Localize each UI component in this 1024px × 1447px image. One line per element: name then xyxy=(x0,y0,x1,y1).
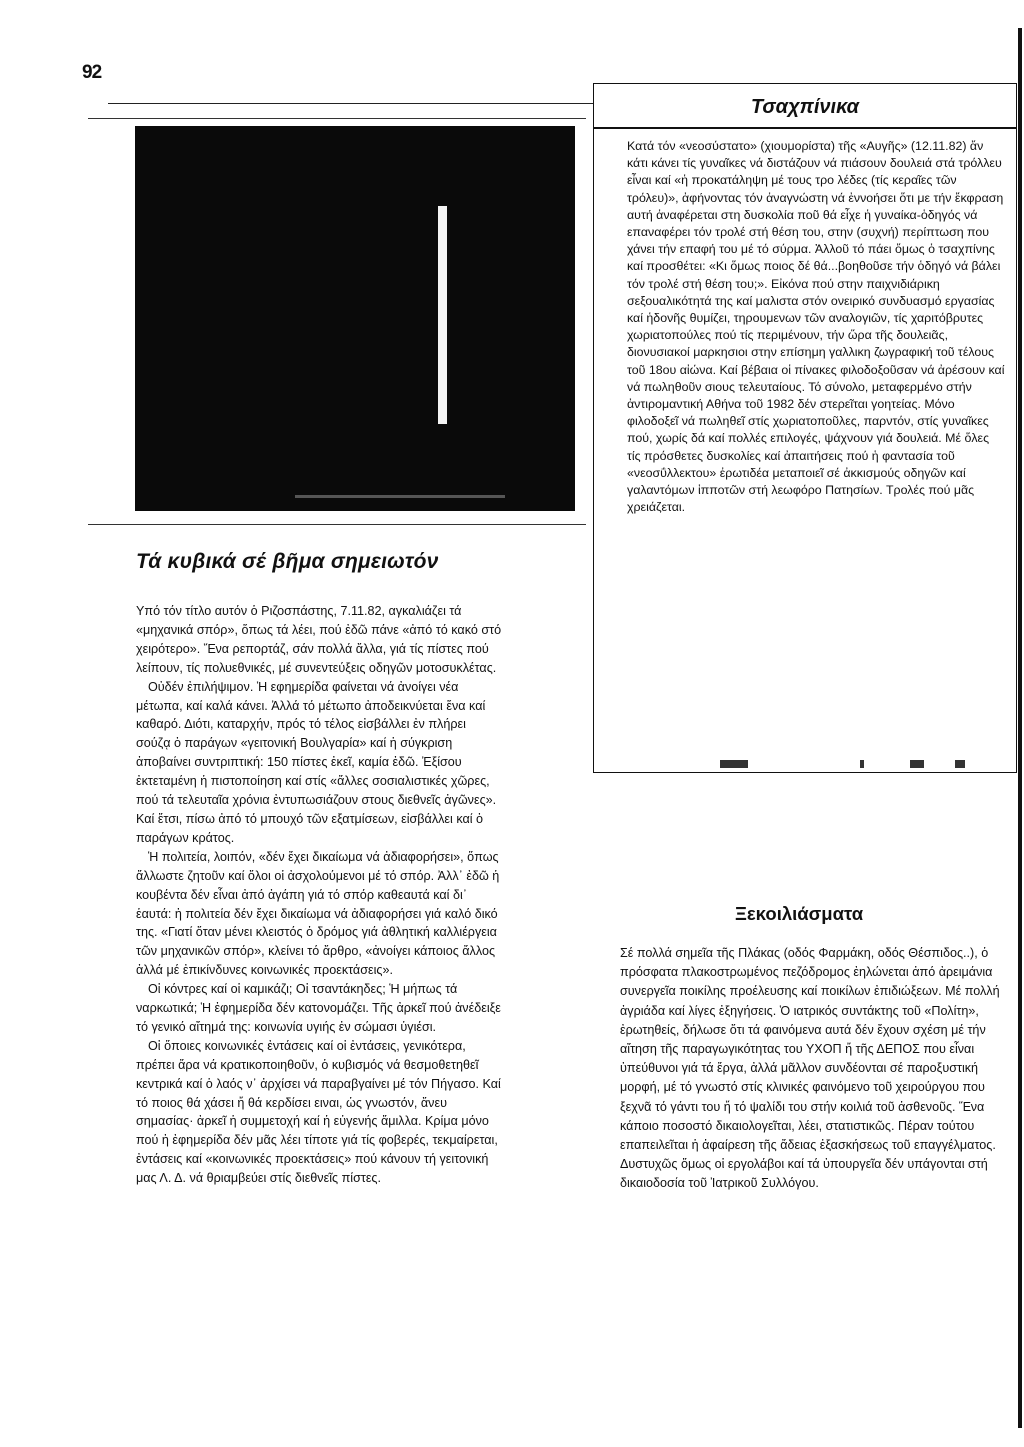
article-paragraph: Οἱ κόντρες καί οἱ καμικάζι; Οἱ τσαντάκηδες; Ἡ μήπως τά ναρκωτικά; Ἡ ἐφημερίδα δέν κατονομάζει. Τῆς ἀρκεῖ πού ἀνέδειξε τό γενικό αἴτημά της: κοινωνία υγιής ἐν σώμασι ὑγιέσι. xyxy=(136,982,501,1034)
article-body xyxy=(136,602,502,1188)
article-paragraph: Ἡ πολιτεία, λοιπόν, «δέν ἔχει δικαίωμα νά ἀδιαφορήσει», ὅπως ἄλλωστε ζητοῦν καί ὅλοι οἱ ἀσχολούμενοι μέ τό σπόρ. Ἀλλ᾽ ἐδῶ ἡ κουβέντα δέν εἶναι ἀπό ἀγάπη γιά τό σπόρ καθεαυτά καί δι᾽ ἑαυτά: ἡ πολιτεία δέν ἔχει δικαίωμα νά ἀδιαφορήσει γιά καλό δικό της. «Γιατί ὅταν μένει κλειστός ὁ δρόμος γιά ἀθλητική καλλιέργεια τῶν μηχανικῶν σπόρ», κλείνει τό ἄρθρο, «ἀνοίγει κάποιος ἄλλος ἀλλά μέ ἐπικίνδυνες κοινωνικές προεκτάσεις». xyxy=(136,849,500,978)
article-title: Τά κυβικά σέ βῆμα σημειωτόν xyxy=(136,550,439,573)
photo-light-streak xyxy=(438,206,447,424)
article-paragraph: Σέ πολλά σημεῖα τῆς Πλάκας (οδός Φαρμάκη, οδός Θέσπιδος..), ὁ πρόσφατα πλακοστρωμένος πεζόδρομος ἐηλώνεται ἀπό ἀρειμάνια συνεργεῖα ποικίλης προέλευσης καί ποικίλων ἐπιδιώξεων. Μέ πολλή ἀγριάδα καί λίγες ἐξηγήσεις. Ὁ ιατρικός συντάκτης τοῦ «Πολίτη», ἐρωτηθείς, δήλωσε ὅτι τά φαινόμενα αυτά δέν ἔχουν σχέση μέ τήν αἴτηση τῆς παραγωγικότητας του ΥΧΟΠ ἤ τῆς ΔΕΠΟΣ που εἶναι ὑπεύθυνοι γιά τά ἔργα, ἀλλά μᾶλλον συνδέονται σέ παροξυστική μορφή, μέ τό γνωστό στίς κλινικές φαινόμενο τοῦ χειρούργου που ξεχνᾶ τό γάντι του ἤ τό ψαλίδι του στήν κοιλιά τοῦ ἀσθενοῦς. Ἕνα κάποιο ποσοστό δικαιολογεῖται, λέει, στατιστικῶς. Πέραν τούτου επαπειλεῖται ἡ ἀφαίρεση τῆς ἄδειας ἐξασκήσεως τοῦ επαγγέλματος. Δυστυχῶς ὅμως οἱ εργολάβοι καί τά ὑπουργεῖα δέν υπάγονται στή δικαιοδοσία τοῦ Ἰατρικοῦ Συλλόγου. xyxy=(620,946,1000,1191)
page-edge xyxy=(1018,28,1022,1428)
sidebar-body: Κατά τόν «νεοσύστατο» (χιουμορίστα) τῆς «Αυγῆς» (12.11.82) ἄν κάτι κάνει τίς γυναῖκες νά διστάζουν νά πιάσουν δουλειά στά τρόλλευ εἶναι καί «ἡ προκατάληψη μέ τους τρο λέδες (τίς κεραῖες τῶν τρόλευ)», ἀφήνοντας τόν ἀναγνώστη νά ἐννοήσει ὅτι με τήν ἔκφραση αυτή ἀναφέρεται στη δυσκολία ποῦ θά εἶχε ἡ γυναίκα-ὁδηγός νά επαναφέρει τόν τρολέ στή θέση του, στην (συχνή) περίπτωση που χάνει τήν επαφή του μέ τό σύρμα. Ἀλλοῦ τό πάει ὅμως ὁ τσαχπίνης καί προσθέτει: «Κι ὅμως ποιος δέ θά...βοηθοῦσε τήν ὁδηγό νά βάλει τόν τρολέ στή θέση του;». Εἰκόνα πού στην παιχνιδιάρικη σεξουαλικότητά της καί μαλιστα στόν ονειρικό συνδυασμό εργασίας καί ἡδονῆς θυμίζει, τηρουμενων τῶν αναλογιῶν, τίς χαριτόβρυτες χωριατοπούλες πού τίς περιμένουν, τήν ὥρα τῆς δουλειᾶς, διονυσιακοί μαρκησιοι στην επίσημη γαλλικη ζωγραφική τοῦ τέλους τοῦ 18ου αἰώνα. Καί βέβαια οἱ πίνακες φιλοδοξοῦσαν νά ἀρέσουν καί νά πωληθοῦν σιους τελευταίους. Τό σύνολο, μεταφερμένο στήν ἀντιρομαντική Αθήνα τοῦ 1982 δέν στερεῖται γοητείας. Μόνο φιλοδοξεῖ νά πωληθεῖ στίς χωριατοποῦλες, παρντόν, στίς γυναῖκες πού, χωρίς δά καί πολλές επιλογές, ψάχνουν γιά δουλειά. Μέ ὅλες τίς πρόσθετες δυσκολίες καί ἀπαιτήσεις πού ἡ φαντασία τοῦ «νεοσΰλλεκτου» ἐρωτιδέα μεταποιεῖ σέ ἀκκισμούς οδηγῶν καί γαλαντόμων ἱπποτῶν στή λεωφόρο Πατησίων. Τρολές πού μᾶς χρειάζεται. xyxy=(627,139,1005,515)
sidebar-title: Τσαχπίνικα xyxy=(750,96,860,118)
sidebar-title-rule xyxy=(594,127,1016,129)
top-divider xyxy=(108,103,594,104)
page-number: 92 xyxy=(82,62,102,83)
article-photo xyxy=(135,126,575,511)
photo-ground-line xyxy=(295,495,505,498)
article-title-xekoiliasmata: Ξεκοιλιάσματα xyxy=(735,903,864,924)
article-paragraph: Οἱ ὅποιες κοινωνικές ἐντάσεις καί οἱ ἐντάσεις, γενικότερα, πρέπει ἄρα νά κρατικοποιηθοῦν, ὁ κυβισμός νά θεσμοθετηθεῖ κεντρικά καί ὁ λαός ν᾽ ἀρχίσει νά παραβγαίνει μέ τόν Πήγασο. Καί τό ποιος θά χάσει ἤ θά κερδίσει ειναι, ὡς γνωστόν, ἄνευ σημασίας· ἀρκεῖ ἡ συμμετοχή καί ἡ εὐγενής ἅμιλλα. Κρίμα μόνο πού ἡ ἐφημερίδα δέν μᾶς λέει τίποτε γιά τίς φοβερές, τεκμαίρεται, ἐντάσεις καί «κοινωνικές προεκτάσεις» πού κάνουν τή γειτονική μας Λ. Δ. νά θριαμβεύει στίς διεθνεῖς πίστες. xyxy=(136,1038,501,1186)
article-paragraph: Οὐδέν ἐπιλήψιμον. Ἡ εφημερίδα φαίνεται νά ἀνοίγει νέα μέτωπα, καί καλά κάνει. Ἀλλά τό μέτωπο ἀποδεικνύεται ἕνα καί καθαρό. Διότι, καταρχήν, πρός τό τέλος εἰσβάλλει ἐν πλήρει σούζᾳ ὁ παράγων «γειτονική Βουλγαρία» καί ἡ σύγκριση ἀποβαίνει συντριπτική: 150 πίστες ἐκεῖ, καμία ἐδῶ. Ἐξίσου ἐκτεταμένη ἡ πιστοποίηση καί στίς «ἄλλες σοσιαλιστικές χῶρες, πού τά τελευταῖα χρόνια ἐντυπωσιάζουν στους διεθνεῖς ἀγῶνες». Καί ἔτσι, πίσω ἀπό τό μπουχό τῶν εξατμίσεων, εἰσβάλλει καί ὁ παράγων κράτος. xyxy=(136,679,497,845)
article-paragraph: Υπό τόν τίτλο αυτόν ὁ Ριζοσπάστης, 7.11.82, αγκαλιάζει τά «μηχανικά σπόρ», ὅπως τά λέει, πού ἐδῶ πάνε «ἀπό τό κακό στό χειρότερο». Ἕνα ρεπορτάζ, σάν πολλά ἄλλα, γιά τίς πίστες πού λείπουν, τίς πολυεθνικές, μέ συνεντεύξεις οδηγῶν μοτοσυκλέτας. xyxy=(136,604,502,675)
print-noise xyxy=(700,760,970,770)
article-body-xekoiliasmata xyxy=(620,944,1010,1194)
